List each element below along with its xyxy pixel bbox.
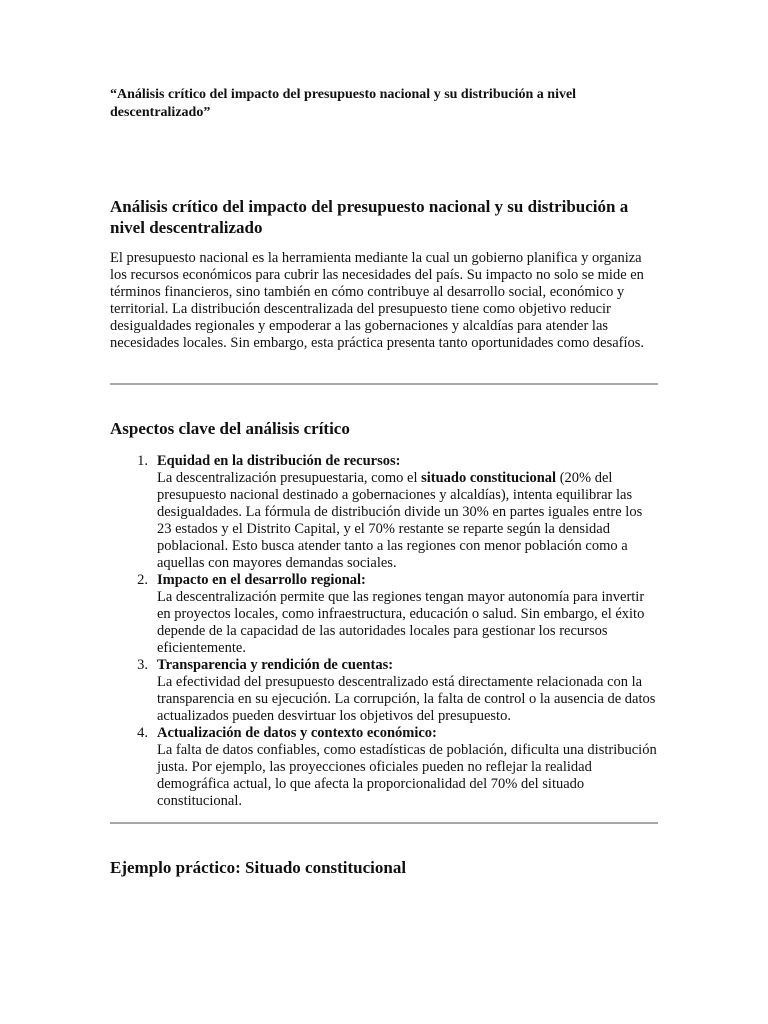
key-aspects-heading: Aspectos clave del análisis crítico	[110, 419, 350, 438]
key-aspect-body-text: La descentralización presupuestaria, como el	[157, 470, 422, 486]
key-aspect-title: Equidad en la distribución de recursos:	[157, 453, 401, 469]
key-aspect-title: Impacto en el desarrollo regional:	[157, 572, 366, 588]
list-number: 3.	[137, 657, 148, 673]
key-aspect-item-actualizacion	[110, 725, 658, 810]
key-aspect-title: Transparencia y rendición de cuentas:	[157, 657, 394, 673]
main-title: Análisis crítico del impacto del presupuesto nacional y su distribución a nivel descentralizado	[110, 197, 629, 237]
key-aspect-title: Actualización de datos y contexto económico:	[157, 725, 437, 741]
key-aspect-body-text: (20% del presupuesto nacional destinado a gobernaciones y alcaldías), intenta equilibrar las desigualdades. La fórmula de distribución divide un 30% en partes iguales entre los 23 estados y el Distrito Capital, y el 70% restante se reparte según la densidad poblacional. Esto busca atender tanto a las regiones con menor población como a aquellas con mayores demandas sociales.	[157, 470, 643, 571]
key-aspect-item-desarrollo	[110, 572, 658, 657]
section-divider	[110, 822, 658, 824]
list-number: 2.	[137, 572, 148, 588]
key-aspect-body: La descentralización permite que las regiones tengan mayor autonomía para invertir en proyectos locales, como infraestructura, educación o salud. Sin embargo, el éxito depende de la capacidad de las autoridades locales para gestionar los recursos eficientemente.	[157, 589, 645, 656]
key-aspect-body: La falta de datos confiables, como estadísticas de población, dificulta una distribución justa. Por ejemplo, las proyecciones oficiales pueden no reflejar la realidad demográfica actual, lo que afecta la proporcionalidad del 70% del situado constitucional.	[157, 742, 657, 809]
key-aspect-body: La efectividad del presupuesto descentralizado está directamente relacionada con la transparencia en su ejecución. La corrupción, la falta de control o la ausencia de datos actualizados pueden desvirtuar los objetivos del presupuesto.	[157, 674, 656, 724]
example-heading: Ejemplo práctico: Situado constitucional	[110, 858, 407, 877]
key-aspects-list	[110, 453, 658, 810]
intro-paragraph: El presupuesto nacional es la herramienta mediante la cual un gobierno planifica y organiza los recursos económicos para cubrir las necesidades del país. Su impacto no solo se mide en términos financieros, sino también en cómo contribuye al desarrollo social, económico y territorial. La distribución descentralizada del presupuesto tiene como objetivo reducir desigualdades regionales y empoderar a las gobernaciones y alcaldías para atender las necesidades locales. Sin embargo, esta práctica presenta tanto oportunidades como desafíos.	[110, 250, 645, 351]
list-number: 1.	[137, 453, 148, 469]
key-aspect-body	[157, 470, 658, 572]
key-aspect-body-emphasis: situado constitucional	[421, 470, 557, 486]
section-divider	[110, 383, 658, 385]
key-aspect-item-transparencia	[110, 657, 658, 725]
document-header-title: “Análisis crítico del impacto del presupuesto nacional y su distribución a nivel descentralizado”	[110, 87, 577, 120]
list-number: 4.	[137, 725, 148, 741]
key-aspect-item-equidad	[110, 453, 658, 572]
